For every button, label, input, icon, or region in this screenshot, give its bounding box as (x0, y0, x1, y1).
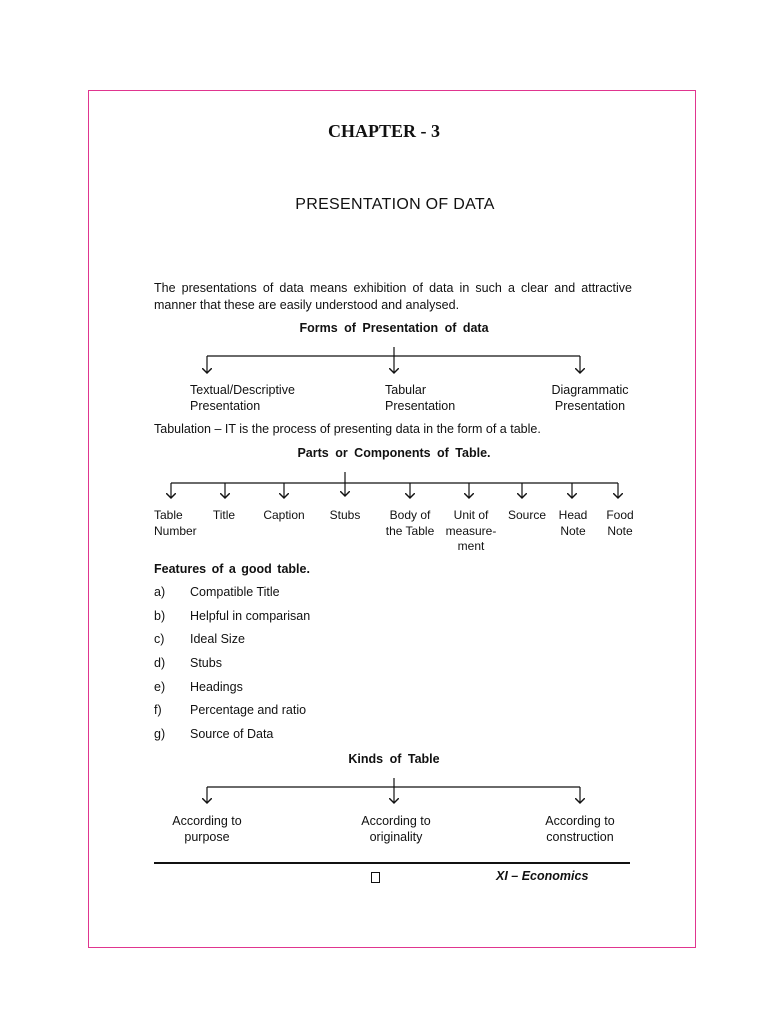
kinds-heading: Kinds of Table (348, 752, 440, 766)
chapter-heading: CHAPTER - 3 (328, 121, 440, 141)
part-body: Body of the Table (385, 508, 435, 538)
forms-heading: Forms of Presentation of data (299, 321, 489, 335)
kind-originality: According to originality (361, 814, 431, 844)
forms-node-diagrammatic: Diagrammatic Presentation (551, 383, 629, 413)
list-item: a) Compatible Title (154, 585, 280, 599)
page-number-placeholder-icon (371, 872, 380, 883)
part-food-note: Food Note (606, 508, 634, 538)
part-source: Source (507, 508, 547, 522)
part-head-note: Head Note (558, 508, 588, 538)
parts-heading: Parts or Components of Table. (297, 446, 491, 460)
footer-rule (154, 862, 630, 864)
kind-construction: According to construction (545, 814, 615, 844)
part-caption: Caption (263, 508, 305, 522)
part-unit: Unit of measure- ment (445, 508, 497, 553)
features-heading: Features of a good table. (154, 562, 310, 576)
kind-purpose: According to purpose (172, 814, 242, 844)
list-item: c) Ideal Size (154, 632, 245, 647)
part-title: Title (212, 508, 236, 522)
list-item: g) Source of Data (154, 727, 274, 742)
part-stubs: Stubs (329, 508, 361, 522)
forms-node-tabular: Tabular Presentation (385, 383, 456, 413)
page-title: PRESENTATION OF DATA (295, 196, 495, 213)
list-item: f) Percentage and ratio (154, 703, 307, 718)
forms-node-textual: Textual/Descriptive Presentation (190, 383, 295, 413)
list-item: e) Headings (154, 679, 243, 694)
list-item: b) Helpful in comparisan (154, 608, 311, 623)
intro-paragraph: The presentations of data means exhibition of data in such a clear and attractive manner that these are easily understood and analysed. (154, 281, 632, 312)
list-item: d) Stubs (154, 656, 222, 671)
tabulation-definition: Tabulation – IT is the process of presenting data in the form of a table. (154, 422, 541, 436)
footer-text: XI – Economics (496, 869, 589, 883)
part-table-number: Table Number (154, 508, 197, 538)
